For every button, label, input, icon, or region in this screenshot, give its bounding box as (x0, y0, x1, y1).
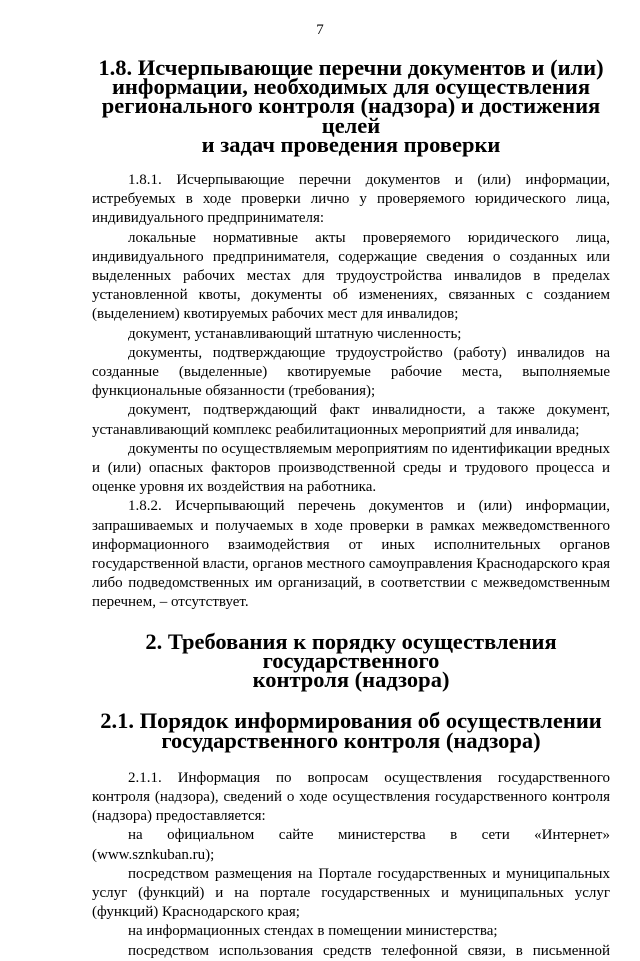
paragraph-2-1-1: 2.1.1. Информация по вопросам осуществления государственного контроля (надзора), сведений о ходе осуществления государственного контроля (надзора) предоставляется: (92, 769, 610, 825)
paragraph-1-8-1: 1.8.1. Исчерпывающие перечни документов и (или) информации, истребуемых в ходе проверки лично у проверяемого юридического лица, индивидуального предпринимателя: (92, 172, 610, 227)
paragraph-official-site: на официальном сайте министерства в сети «Интернет» (www.sznkuban.ru); (92, 827, 610, 863)
paragraph-employment-documents: документы, подтверждающие трудоустройство (работу) инвалидов на созданные (выделенные) квотируемые рабочие места, выполняемые функциональные обязанности (требования); (92, 344, 610, 400)
paragraph-staff-document: документ, устанавливающий штатную численность; (128, 325, 462, 342)
page-number: 7 (316, 22, 324, 38)
paragraph-telephone: посредством использования средств телефонной связи, в письменной (128, 942, 610, 959)
paragraph-disability-document: документ, подтверждающий факт инвалидности, а также документ, устанавливающий комплекс реабилитационных мероприятий для инвалида; (92, 402, 610, 438)
paragraph-portal: посредством размещения на Портале государственных и муниципальных услуг (функций) и на портале государственных и муниципальных услуг (функций) Краснодарского края; (92, 865, 610, 921)
document-body (92, 55, 610, 961)
paragraph-hazard-documents: документы по осуществляемым мероприятиям по идентификации вредных и (или) опасных факторов производственной среды и трудового процесса и оценке уровня их воздействия на работника. (92, 440, 610, 496)
paragraph-info-stands: на информационных стендах в помещении министерства; (128, 923, 498, 940)
heading-line: и задач проведения проверки (201, 131, 501, 157)
heading-line: 2.1. Порядок информирования об осуществлении (100, 708, 602, 734)
section-2-1-heading (92, 708, 610, 753)
section-2-heading (92, 628, 610, 693)
paragraph-local-acts: локальные нормативные акты проверяемого юридического лица, индивидуального предпринимателя, содержащие сведения о созданных или выделенных рабочих местах для трудоустройства инвалидов в пределах установленной квоты, документы об изменениях, связанных с созданием (выделением) квотируемых рабочих мест для инвалидов; (92, 229, 610, 323)
heading-line: контроля (надзора) (252, 667, 450, 693)
heading-line: информации, необходимых для осуществления (111, 74, 591, 100)
heading-line: 1.8. Исчерпывающие перечни документов и (или) (98, 55, 604, 80)
heading-line: регионального контроля (надзора) и достижения целей (101, 93, 601, 138)
heading-line: государственного контроля (надзора) (161, 727, 541, 753)
heading-line: 2. Требования к порядку осуществления государственного (145, 628, 557, 673)
section-1-8-heading (92, 55, 610, 157)
paragraph-1-8-2: 1.8.2. Исчерпывающий перечень документов и (или) информации, запрашиваемых и получаемых в ходе проверки в рамках межведомственного информационного взаимодействия от иных исполнительных органов государственной власти, органов местного самоуправления Краснодарского края либо подведомственных им организаций, в соответствии с межведомственным перечнем, – отсутствует. (92, 498, 610, 611)
